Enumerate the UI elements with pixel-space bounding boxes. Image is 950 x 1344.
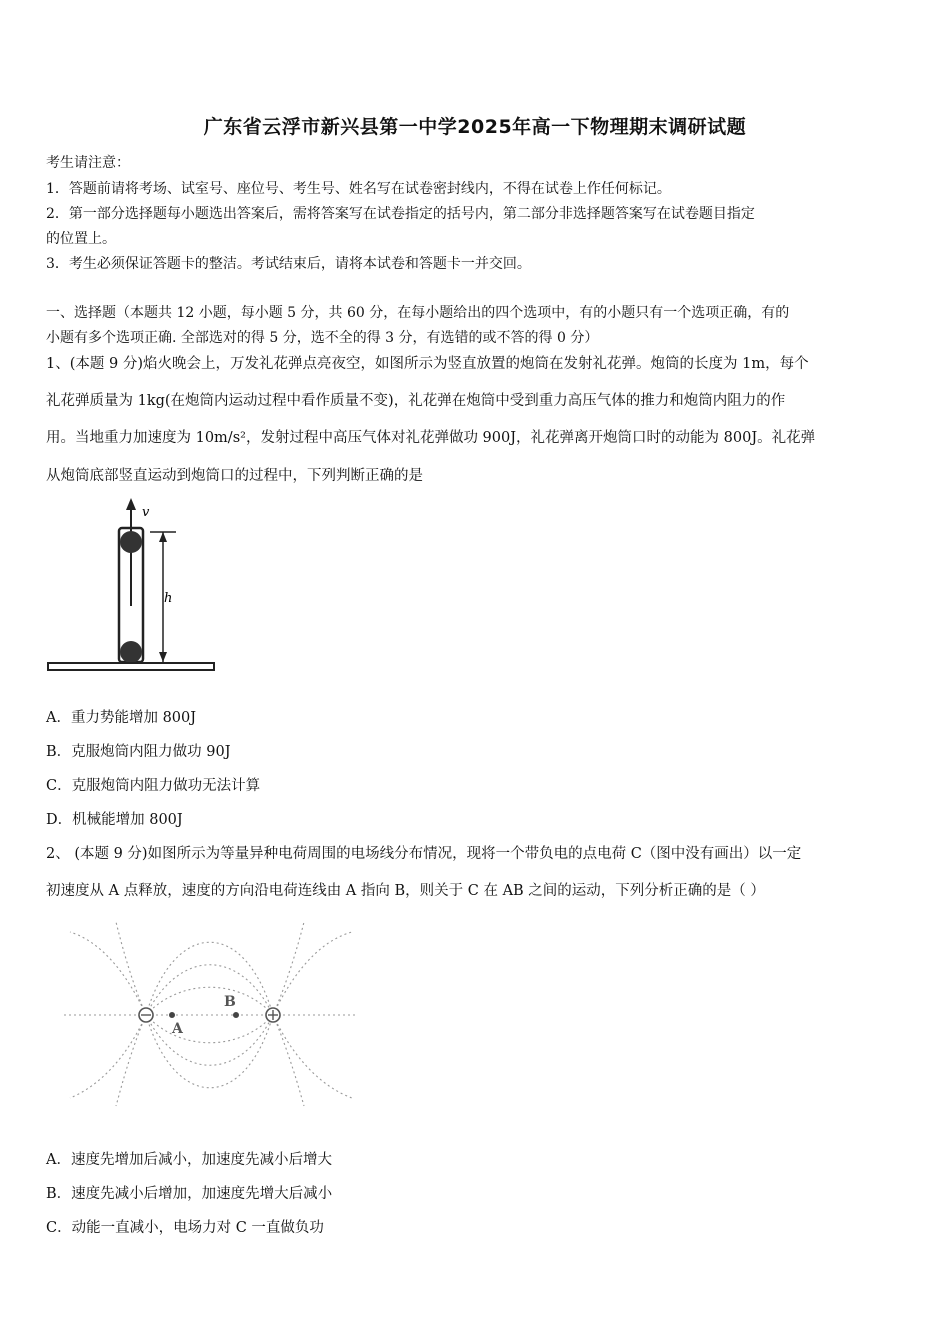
q2-option-a: A．速度先增加后减小，加速度先减小后增大 xyxy=(46,1152,332,1168)
section-heading-line-1: 一、选择题（本题共 12 小题，每小题 5 分，共 60 分，在每小题给出的四个选项中，有的小题只有一个选项正确，有的 xyxy=(46,305,790,321)
q1-option-d: D．机械能增加 800J xyxy=(46,812,183,828)
q1-option-b: B．克服炮筒内阻力做功 90J xyxy=(46,744,231,760)
notice-heading: 考生请注意： xyxy=(46,155,130,171)
electric-field-figure xyxy=(60,918,360,1108)
notice-item-2-cont: 的位置上。 xyxy=(46,231,116,247)
cannon-figure xyxy=(44,496,224,676)
q2-text-line-1: 2、 (本题 9 分)如图所示为等量异种电荷周围的电场线分布情况，现将一个带负电的点电荷 C（图中没有画出）以一定 xyxy=(46,846,802,862)
q2-option-b: B．速度先减小后增加，加速度先增大后减小 xyxy=(46,1186,333,1202)
point-b-label: B xyxy=(224,994,236,1010)
h-label: h xyxy=(164,591,173,606)
q2-text-line-2: 初速度从 A 点释放，速度的方向沿电荷连线由 A 指向 B，则关于 C 在 AB 之间的运动，下列分析正确的是（ ） xyxy=(46,883,765,899)
notice-item-2: 2．第一部分选择题每小题选出答案后，需将答案写在试卷指定的括号内，第二部分非选择题答案写在试卷题目指定 xyxy=(46,206,755,222)
notice-item-1: 1．答题前请将考场、试室号、座位号、考生号、姓名写在试卷密封线内，不得在试卷上作任何标记。 xyxy=(46,181,671,197)
q1-text-line-2: 礼花弹质量为 1kg(在炮筒内运动过程中看作质量不变)，礼花弹在炮筒中受到重力高压气体的推力和炮筒内阻力的作 xyxy=(46,393,786,409)
q1-text-line-3: 用。当地重力加速度为 10m/s²，发射过程中高压气体对礼花弹做功 900J，礼花弹离开炮筒口时的动能为 800J。礼花弹 xyxy=(46,430,816,446)
page-title: 广东省云浮市新兴县第一中学2025年高一下物理期末调研试题 xyxy=(203,116,747,138)
point-a-label: A xyxy=(172,1021,183,1037)
v-label: v xyxy=(142,505,150,520)
notice-item-3: 3．考生必须保证答题卡的整洁。考试结束后，请将本试卷和答题卡一并交回。 xyxy=(46,256,531,272)
q1-option-c: C．克服炮筒内阻力做功无法计算 xyxy=(46,778,261,794)
q1-text-line-1: 1、(本题 9 分)焰火晚会上，万发礼花弹点亮夜空，如图所示为竖直放置的炮筒在发射礼花弹。炮筒的长度为 1m，每个 xyxy=(46,356,809,372)
q2-option-c: C．动能一直减小，电场力对 C 一直做负功 xyxy=(46,1220,324,1236)
q1-text-line-4: 从炮筒底部竖直运动到炮筒口的过程中，下列判断正确的是 xyxy=(46,468,423,484)
section-heading-line-2: 小题有多个选项正确. 全部选对的得 5 分，选不全的得 3 分，有选错的或不答的得 0 分） xyxy=(46,330,599,346)
q1-option-a: A．重力势能增加 800J xyxy=(46,710,197,726)
